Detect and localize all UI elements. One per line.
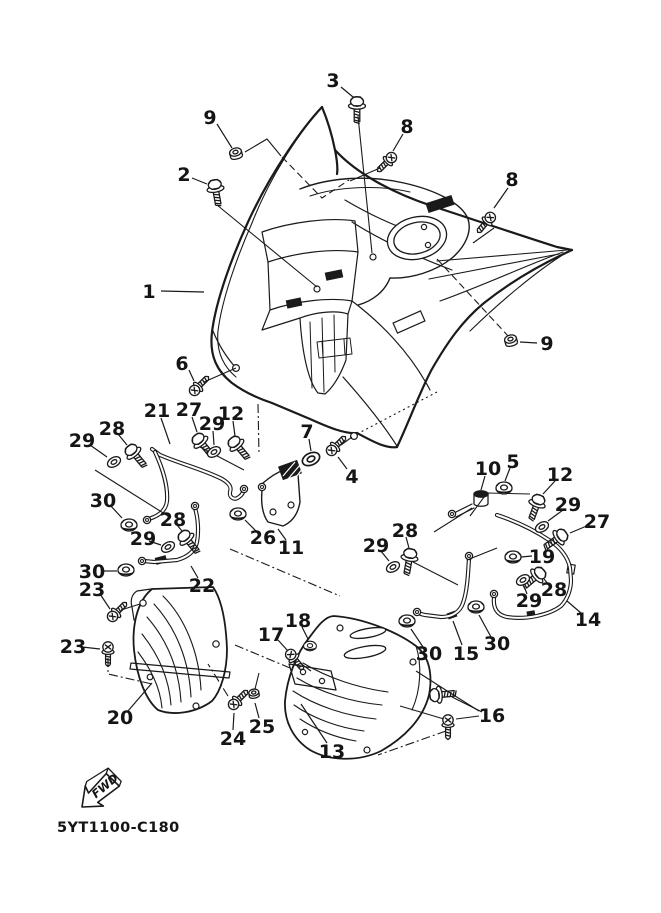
- callout-label-17: 17: [257, 624, 285, 646]
- callout-leader-9: [520, 342, 537, 343]
- construction-line: [413, 562, 458, 585]
- mount-hole: [421, 224, 426, 229]
- callout-label-30: 30: [415, 643, 443, 665]
- callout-label-20: 20: [106, 707, 134, 729]
- bracket-17-18: [289, 664, 336, 690]
- callout-label-30: 30: [78, 561, 106, 583]
- callout-label-27: 27: [583, 511, 611, 533]
- callout-label-9: 9: [203, 107, 217, 129]
- line-art-detail: [154, 604, 191, 697]
- pan-screw-icon: [102, 642, 114, 667]
- callout-label-29: 29: [515, 590, 543, 612]
- mount-hole: [147, 674, 153, 680]
- callout-leader-6: [189, 370, 194, 381]
- callout-leader-3: [341, 87, 353, 97]
- construction-line: [235, 645, 290, 668]
- callout-label-29: 29: [362, 535, 390, 557]
- flange-bolt-icon: [398, 547, 419, 576]
- construction-line: [255, 673, 259, 689]
- mount-hole: [270, 509, 276, 515]
- callout-label-4: 4: [345, 466, 359, 488]
- callout-label-16: 16: [478, 705, 506, 727]
- construction-line: [258, 404, 259, 455]
- drawing-code: 5YT1100-C180: [57, 820, 180, 836]
- callout-label-9: 9: [540, 333, 554, 355]
- callout-label-13: 13: [318, 741, 346, 763]
- callout-label-27: 27: [175, 399, 203, 421]
- fwd-label: FWD: [88, 770, 121, 801]
- rod-eyelet: [258, 483, 265, 490]
- mount-hole: [370, 254, 376, 260]
- mount-hole: [288, 502, 294, 508]
- callout-label-26: 26: [249, 527, 277, 549]
- callout-leader-2: [192, 178, 207, 184]
- line-art-detail: [437, 250, 567, 261]
- callout-label-14: 14: [574, 609, 602, 631]
- rod-eyelet: [138, 557, 145, 564]
- callout-leader-1: [161, 291, 204, 292]
- grommet-icon: [229, 147, 243, 161]
- pan-screw-icon: [324, 432, 350, 458]
- callout-leader-8: [494, 188, 508, 208]
- flange-nut-icon: [399, 615, 415, 627]
- fwd-arrow: [71, 764, 126, 817]
- pan-screw-icon: [226, 686, 252, 712]
- callout-leader-9: [217, 124, 232, 148]
- washer-icon: [160, 540, 177, 555]
- rear-fender-right-lobe: [357, 433, 397, 447]
- callout-leader-13: [301, 704, 327, 743]
- callout-label-28: 28: [98, 418, 126, 440]
- fender-peak-right-edge: [322, 107, 337, 174]
- open-slot: [393, 311, 425, 333]
- flange-nut-icon: [304, 641, 317, 651]
- callout-leader-16: [452, 697, 482, 712]
- callout-label-2: 2: [177, 164, 191, 186]
- callout-labels: [60, 70, 610, 763]
- mount-hole: [337, 625, 343, 631]
- washer-icon: [385, 560, 402, 575]
- rod-eyelet: [413, 608, 420, 615]
- grommet-icon: [504, 334, 518, 348]
- callout-label-1: 1: [142, 281, 156, 303]
- push-cap-icon: [248, 688, 259, 699]
- construction-line: [282, 157, 349, 198]
- construction-line: [378, 731, 446, 755]
- rod-eyelet: [191, 502, 198, 509]
- callout-label-24: 24: [219, 728, 247, 750]
- flange-bolt-icon: [429, 685, 457, 704]
- flange-nut-icon: [468, 601, 484, 613]
- diagram-line-art: [130, 107, 575, 759]
- pan-screw-icon: [105, 598, 131, 624]
- callout-label-30: 30: [483, 633, 511, 655]
- callout-label-22: 22: [188, 575, 216, 597]
- flange-bolt-icon: [523, 492, 548, 523]
- construction-line: [245, 139, 281, 156]
- callout-label-10: 10: [474, 458, 502, 480]
- mount-hole: [300, 669, 305, 674]
- callout-label-21: 21: [143, 400, 171, 422]
- stay-rod-15-core: [418, 558, 469, 617]
- mount-hole: [364, 747, 370, 753]
- mount-hole: [302, 729, 307, 734]
- vent-slot: [286, 298, 301, 308]
- line-art-detail: [268, 252, 358, 310]
- rod-eyelet: [490, 590, 497, 597]
- callout-label-28: 28: [391, 520, 419, 542]
- callout-label-29: 29: [68, 430, 96, 452]
- callout-label-7: 7: [300, 421, 314, 443]
- vent-slot: [325, 270, 342, 280]
- vent-slot: [426, 196, 454, 213]
- callout-label-12: 12: [546, 464, 574, 486]
- callout-label-8: 8: [400, 116, 414, 138]
- mount-hole: [213, 641, 219, 647]
- flange-nut-icon: [505, 551, 521, 563]
- line-art-detail: [262, 301, 352, 330]
- callout-label-8: 8: [505, 169, 519, 191]
- callout-leader-15: [453, 621, 462, 645]
- pan-screw-icon: [373, 150, 399, 176]
- line-art-detail: [470, 256, 561, 331]
- flange-nut-icon: [496, 482, 512, 494]
- callout-label-12: 12: [217, 403, 245, 425]
- line-art-detail: [163, 596, 201, 690]
- pan-screw-icon: [442, 715, 454, 740]
- callout-label-23: 23: [59, 636, 87, 658]
- callout-label-18: 18: [284, 610, 312, 632]
- callout-label-28: 28: [159, 509, 187, 531]
- rod-eyelet: [143, 516, 150, 523]
- callout-label-6: 6: [175, 353, 189, 375]
- callout-label-28: 28: [540, 579, 568, 601]
- rod-eyelet: [240, 485, 247, 492]
- line-art-detail: [147, 617, 181, 702]
- console-tub: [262, 220, 358, 262]
- callout-label-3: 3: [326, 70, 340, 92]
- mount-hole: [425, 242, 430, 247]
- construction-line: [358, 116, 372, 253]
- flange-bolt-icon: [224, 433, 254, 464]
- callout-label-23: 23: [78, 579, 106, 601]
- callout-label-29: 29: [129, 528, 157, 550]
- flange-nut-icon: [118, 564, 134, 576]
- shield-13-slot: [349, 625, 386, 640]
- callout-label-25: 25: [248, 716, 276, 738]
- construction-line: [400, 706, 444, 719]
- mount-hole: [319, 678, 324, 683]
- construction-line: [357, 392, 437, 434]
- pan-screw-icon: [473, 210, 498, 237]
- flange-bolt-icon: [206, 178, 227, 207]
- callout-label-29: 29: [554, 494, 582, 516]
- callout-label-29: 29: [198, 413, 226, 435]
- callout-label-5: 5: [506, 451, 520, 473]
- callout-label-30: 30: [89, 490, 117, 512]
- rod-eyelet: [448, 510, 455, 517]
- callout-label-19: 19: [528, 546, 556, 568]
- flange-nut-icon: [230, 508, 246, 520]
- pan-screw-icon: [187, 372, 213, 398]
- construction-line: [456, 716, 479, 719]
- washer-icon: [106, 455, 123, 470]
- flange-bolt-icon: [121, 441, 151, 472]
- callout-label-15: 15: [452, 643, 480, 665]
- callout-label-11: 11: [277, 537, 305, 559]
- mount-hole: [351, 433, 358, 440]
- mount-hole: [140, 600, 146, 606]
- mount-hole: [193, 703, 199, 709]
- flange-bolt-icon: [349, 97, 366, 124]
- washer-icon: [300, 450, 322, 469]
- shield-13-slot: [343, 643, 386, 661]
